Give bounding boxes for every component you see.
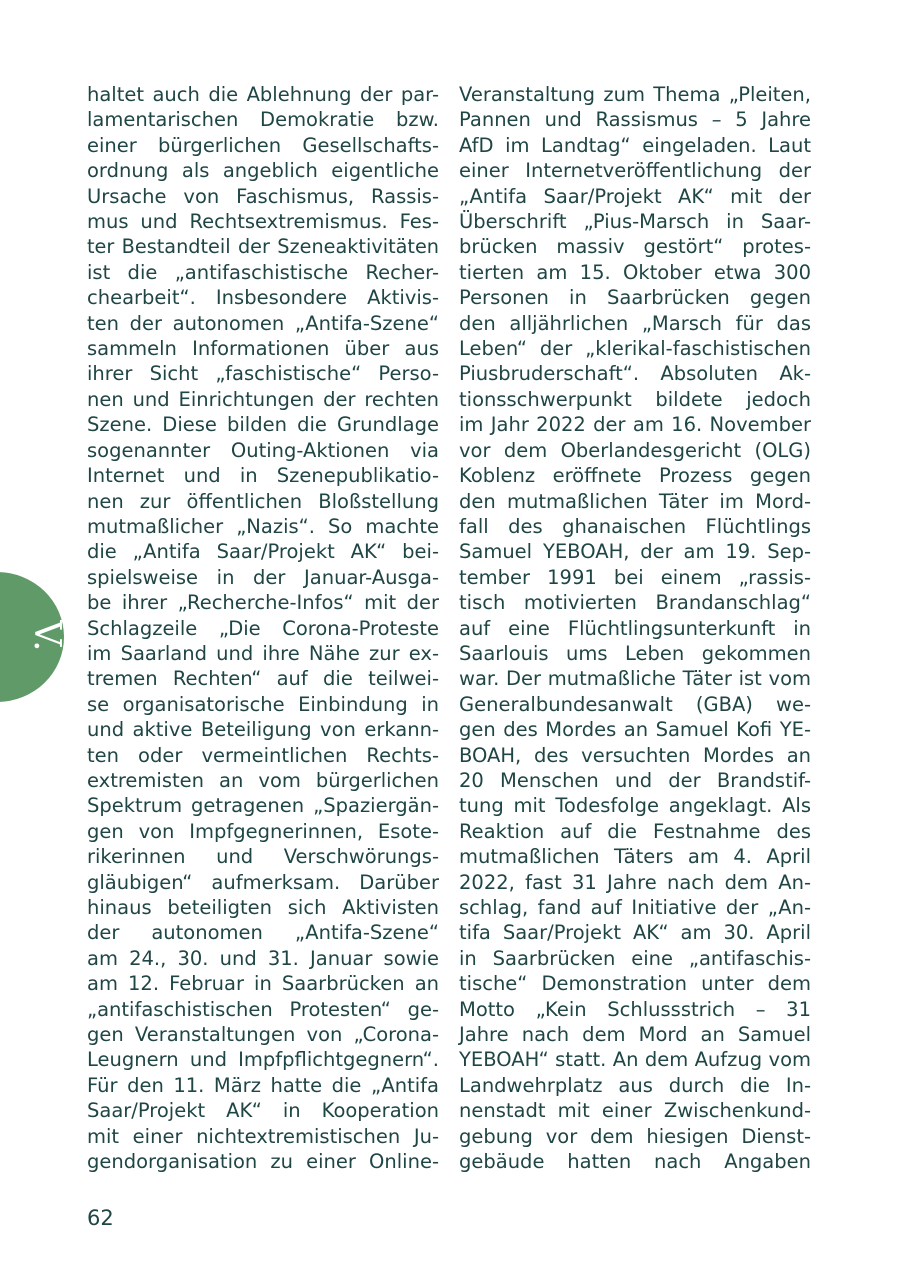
text-line: ist die „antifaschistische Recher-: [87, 260, 439, 284]
text-line: gen Veranstaltungen von „Corona-: [87, 1023, 439, 1047]
text-line: tionsschwerpunkt bildete jedoch: [459, 387, 811, 411]
text-line: war. Der mutmaßliche Täter ist vom: [459, 667, 811, 691]
text-line: tische“ Demonstration unter dem: [459, 972, 811, 996]
text-line: Generalbundesanwalt (GBA) we-: [459, 692, 811, 716]
text-line: lamentarischen Demokratie bzw.: [87, 108, 439, 132]
text-line: in Saarbrücken eine „antifaschis-: [459, 946, 811, 970]
text-line: tisch motivierten Brandanschlag“: [459, 591, 811, 615]
text-line: einer Internetveröffentlichung der: [459, 159, 811, 183]
text-line: Jahre nach dem Mord an Samuel: [459, 1023, 811, 1047]
text-line: mutmaßlichen Täters am 4. April: [459, 845, 811, 869]
text-line: Spektrum getragenen „Spaziergän-: [87, 794, 439, 818]
text-line: im Jahr 2022 der am 16. November: [459, 413, 811, 437]
text-line: AfD im Landtag“ eingeladen. Laut: [459, 133, 811, 157]
text-line: sogenannter Outing-Aktionen via: [87, 438, 439, 462]
text-line: sammeln Informationen über aus: [87, 337, 439, 361]
text-line: im Saarland und ihre Nähe zur ex-: [87, 641, 439, 665]
text-line: gläubigen“ aufmerksam. Darüber: [87, 870, 439, 894]
text-line: gen von Impfgegnerinnen, Esote-: [87, 819, 439, 843]
text-line: schlag, fand auf Initiative der „An-: [459, 896, 811, 919]
text-line: Saarlouis ums Leben gekommen: [459, 641, 811, 665]
text-line: gen des Mordes an Samuel Kofi YE-: [459, 718, 811, 742]
text-line: Landwehrplatz aus durch die In-: [459, 1073, 811, 1097]
text-line: be ihrer „Recherche-Infos“ mit der: [87, 591, 439, 615]
text-line: se organisatorische Einbindung in: [87, 692, 439, 716]
text-line: hinaus beteiligten sich Aktivisten: [87, 896, 439, 919]
text-line: rikerinnen und Verschwörungs-: [87, 845, 439, 869]
text-line: nen und Einrichtungen der rechten: [87, 387, 439, 411]
text-line: Samuel YEBOAH, der am 19. Sep-: [459, 540, 811, 564]
text-line: YEBOAH“ statt. An dem Aufzug vom: [459, 1048, 811, 1072]
text-line: tifa Saar/Projekt AK“ am 30. April: [459, 921, 811, 945]
text-line: ten oder vermeintlichen Rechts-: [87, 743, 439, 767]
text-line: Leben“ der „klerikal-faschistischen: [459, 337, 811, 361]
text-line: vor dem Oberlandesgericht (OLG): [459, 438, 811, 462]
text-line: Motto „Kein Schlussstrich – 31: [459, 997, 811, 1021]
text-line: Für den 11. März hatte die „Antifa: [87, 1073, 439, 1097]
text-line: „Antifa Saar/Projekt AK“ mit der: [459, 184, 811, 208]
text-line: Schlagzeile „Die Corona-Proteste: [87, 616, 439, 640]
text-line: gebäude hatten nach Angaben: [459, 1150, 811, 1174]
text-line: den alljährlichen „Marsch für das: [459, 311, 811, 335]
text-line: ter Bestandteil der Szeneaktivitäten: [87, 235, 439, 259]
text-line: Koblenz eröffnete Prozess gegen: [459, 464, 811, 488]
text-line: nen zur öffentlichen Bloßstellung: [87, 489, 439, 513]
text-line: chearbeit“. Insbesondere Aktivis-: [87, 286, 439, 310]
text-line: „antifaschistischen Protesten“ ge-: [87, 997, 439, 1021]
text-line: spielsweise in der Januar-Ausga-: [87, 565, 439, 589]
text-line: Pannen und Rassismus – 5 Jahre: [459, 108, 811, 132]
text-line: Ursache von Faschismus, Rassis-: [87, 184, 439, 208]
text-line: Veranstaltung zum Thema „Pleiten,: [459, 83, 811, 106]
text-line: die „Antifa Saar/Projekt AK“ bei-: [87, 540, 439, 564]
page-number: 62: [87, 1206, 114, 1230]
text-line: Szene. Diese bilden die Grundlage: [87, 413, 439, 437]
text-line: extremisten an vom bürgerlichen: [87, 768, 439, 792]
text-line: Piusbruderschaft“. Absoluten Ak-: [459, 362, 811, 386]
text-line: tremen Rechten“ auf die teilwei-: [87, 667, 439, 691]
text-line: nenstadt mit einer Zwischenkund-: [459, 1099, 811, 1123]
chapter-label: V.: [26, 620, 67, 652]
text-line: einer bürgerlichen Gesellschafts-: [87, 133, 439, 157]
text-line: Leugnern und Impfpflichtgegnern“.: [87, 1048, 439, 1072]
text-line: Internet und in Szenepublikatio-: [87, 464, 439, 488]
text-line: Überschrift „Pius-Marsch in Saar-: [459, 210, 811, 234]
text-line: gendorganisation zu einer Online-: [87, 1150, 439, 1174]
text-line: tierten am 15. Oktober etwa 300: [459, 260, 811, 284]
text-column-right: [459, 82, 811, 1174]
text-column-left: [87, 82, 439, 1174]
text-line: tung mit Todesfolge angeklagt. Als: [459, 794, 811, 818]
text-line: auf eine Flüchtlingsunterkunft in: [459, 616, 811, 640]
text-line: 2022, fast 31 Jahre nach dem An-: [459, 870, 811, 894]
text-line: BOAH, des versuchten Mordes an: [459, 743, 811, 767]
text-line: Reaktion auf die Festnahme des: [459, 819, 811, 843]
text-line: am 24., 30. und 31. Januar sowie: [87, 946, 439, 970]
text-line: mus und Rechtsextremismus. Fes-: [87, 210, 439, 234]
text-line: mutmaßlicher „Nazis“. So machte: [87, 514, 439, 538]
text-line: der autonomen „Antifa-Szene“: [87, 921, 439, 945]
text-line: ten der autonomen „Antifa-Szene“: [87, 311, 439, 335]
text-line: haltet auch die Ablehnung der par-: [87, 83, 439, 106]
text-line: ordnung als angeblich eigentliche: [87, 159, 439, 183]
text-line: brücken massiv gestört“ protes-: [459, 235, 811, 259]
text-line: ihrer Sicht „faschistische“ Perso-: [87, 362, 439, 386]
text-line: Saar/Projekt AK“ in Kooperation: [87, 1099, 439, 1123]
text-line: am 12. Februar in Saarbrücken an: [87, 972, 439, 996]
text-line: und aktive Beteiligung von erkann-: [87, 718, 439, 742]
text-line: fall des ghanaischen Flüchtlings: [459, 514, 811, 538]
text-line: 20 Menschen und der Brandstif-: [459, 768, 811, 792]
text-line: tember 1991 bei einem „rassis-: [459, 565, 811, 589]
text-line: den mutmaßlichen Täter im Mord-: [459, 489, 811, 513]
text-line: mit einer nichtextremistischen Ju-: [87, 1124, 439, 1148]
text-line: Personen in Saarbrücken gegen: [459, 286, 811, 310]
text-line: gebung vor dem hiesigen Dienst-: [459, 1124, 811, 1148]
